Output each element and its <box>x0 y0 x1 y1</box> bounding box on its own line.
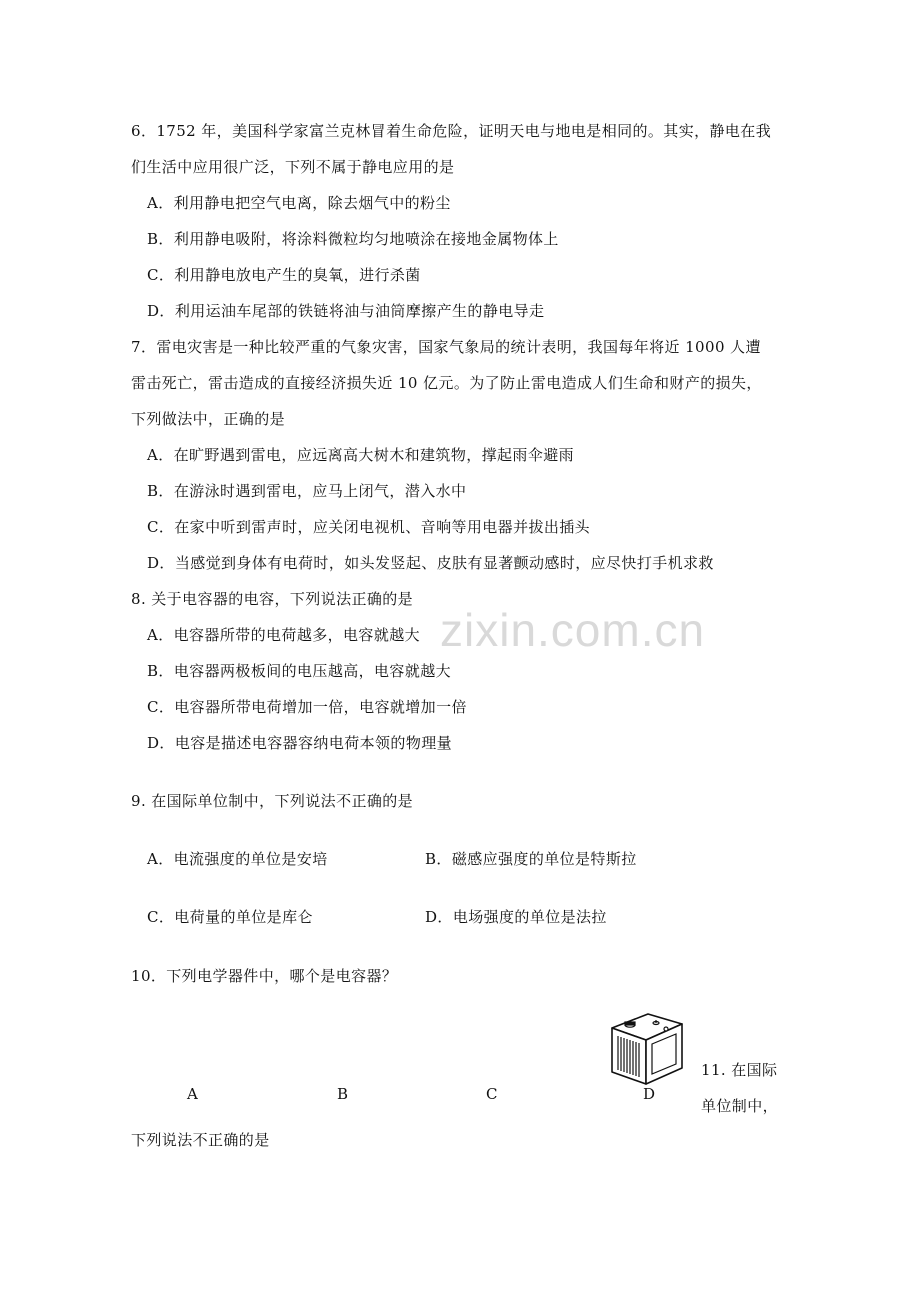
q10-label-c: C <box>486 1085 498 1103</box>
q7-option-d: D．当感觉到身体有电荷时，如头发竖起、皮肤有显著颤动感时，应尽快打手机求救 <box>147 554 714 572</box>
q7-stem-line-2: 雷击死亡，雷击造成的直接经济损失近 10 亿元。为了防止雷电造成人们生命和财产的损失， <box>131 374 762 392</box>
q6-option-c: C．利用静电放电产生的臭氧，进行杀菌 <box>147 266 421 284</box>
q9-option-b: B．磁感应强度的单位是特斯拉 <box>425 850 637 868</box>
q8-stem: 8. 关于电容器的电容，下列说法正确的是 <box>131 590 414 608</box>
q7-option-a: A．在旷野遇到雷电，应远离高大树木和建筑物，撑起雨伞避雨 <box>147 446 575 464</box>
q11-stem-part-1: 11. 在国际 <box>701 1061 778 1079</box>
q6-option-d: D．利用运油车尾部的铁链将油与油筒摩擦产生的静电导走 <box>147 302 545 320</box>
q6-stem-line-1: 6．1752 年，美国科学家富兰克林冒着生命危险，证明天电与地电是相同的。其实，静电在我 <box>131 122 772 140</box>
q10-label-b: B <box>337 1085 349 1103</box>
q10-label-a: A <box>187 1085 199 1103</box>
q9-option-a: A．电流强度的单位是安培 <box>147 850 328 868</box>
q8-option-c: C．电容器所带电荷增加一倍，电容就增加一倍 <box>147 698 467 716</box>
q10-stem: 10．下列电学器件中，哪个是电容器？ <box>131 967 398 985</box>
q7-stem-line-1: 7．雷电灾害是一种比较严重的气象灾害，国家气象局的统计表明，我国每年将近 1000 人遭 <box>131 338 761 356</box>
q7-stem-line-3: 下列做法中，正确的是 <box>131 410 286 428</box>
watermark: zixin.com.cn <box>440 604 706 656</box>
q6-option-b: B．利用静电吸附，将涂料微粒均匀地喷涂在接地金属物体上 <box>147 230 559 248</box>
q6-stem-line-2: 们生活中应用很广泛，下列不属于静电应用的是 <box>131 158 455 176</box>
q9-stem: 9. 在国际单位制中，下列说法不正确的是 <box>131 792 414 810</box>
q7-option-b: B．在游泳时遇到雷电，应马上闭气，潜入水中 <box>147 482 467 500</box>
q9-option-c: C．电荷量的单位是库仑 <box>147 908 313 926</box>
q8-option-a: A．电容器所带的电荷越多，电容就越大 <box>147 626 421 644</box>
battery-figure-icon <box>606 1010 686 1088</box>
q7-option-c: C．在家中听到雷声时，应关闭电视机、音响等用电器并拔出插头 <box>147 518 591 536</box>
q8-option-d: D．电容是描述电容器容纳电荷本领的物理量 <box>147 734 453 752</box>
q9-option-d: D．电场强度的单位是法拉 <box>425 908 607 926</box>
q10-label-d: D <box>643 1085 656 1103</box>
q8-option-b: B．电容器两极板间的电压越高，电容就越大 <box>147 662 452 680</box>
q11-stem-part-3: 下列说法不正确的是 <box>131 1131 270 1149</box>
q11-stem-part-2: 单位制中， <box>701 1097 779 1115</box>
q6-option-a: A．利用静电把空气电离，除去烟气中的粉尘 <box>147 194 451 212</box>
